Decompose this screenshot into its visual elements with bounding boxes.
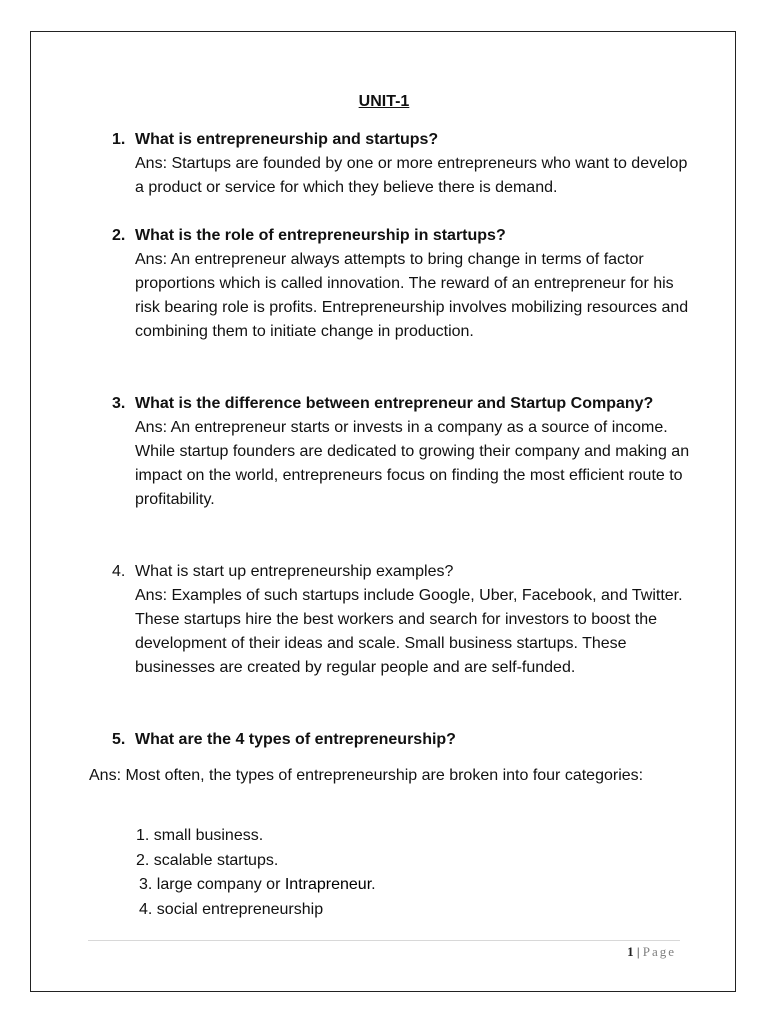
page-number: 1 bbox=[627, 944, 634, 959]
question-number: 2. bbox=[112, 227, 126, 244]
question-number: 4. bbox=[112, 563, 126, 580]
unit-title: UNIT-1 bbox=[358, 93, 410, 110]
question-text: What is start up entrepreneurship examples? bbox=[135, 563, 454, 580]
question-number: 5. bbox=[112, 731, 126, 748]
list-item: 2. scalable startups. bbox=[136, 851, 279, 869]
answer-text: Ans: An entrepreneur starts or invests in a company as a source of income. While startup founders are dedicated to growing their company and making an impact on the world, entrepreneurs focus on finding the most efficient route to profitability. bbox=[135, 419, 690, 508]
question-3 bbox=[112, 392, 692, 512]
question-text: What are the 4 types of entrepreneurship? bbox=[135, 731, 456, 748]
question-text: What is entrepreneurship and startups? bbox=[135, 131, 439, 148]
question-number: 1. bbox=[112, 131, 126, 148]
question-number: 3. bbox=[112, 395, 126, 412]
footer-separator: | bbox=[636, 944, 640, 959]
types-intro: Ans: Most often, the types of entrepreneurship are broken into four categories: bbox=[89, 767, 644, 784]
list-item bbox=[139, 873, 376, 898]
question-text: What is the difference between entrepreneur and Startup Company? bbox=[135, 395, 654, 412]
question-2 bbox=[112, 224, 692, 344]
list-item: 4. social entrepreneurship bbox=[139, 900, 324, 918]
list-item-suffix: . bbox=[371, 876, 376, 893]
question-1 bbox=[112, 128, 692, 200]
list-item-prefix: 3. large company or bbox=[139, 876, 285, 893]
answer-text: Ans: Startups are founded by one or more entrepreneurs who want to develop a product or service for which they believe there is demand. bbox=[135, 155, 688, 196]
types-list bbox=[136, 824, 376, 922]
question-text: What is the role of entrepreneurship in startups? bbox=[135, 227, 506, 244]
page-label: Page bbox=[642, 944, 676, 959]
list-item-term: Intrapreneur bbox=[284, 876, 372, 893]
list-item: 1. small business. bbox=[136, 827, 264, 844]
page-footer bbox=[627, 944, 676, 960]
answer-text: Ans: Examples of such startups include Google, Uber, Facebook, and Twitter. These startups hire the best workers and search for investors to boost the development of their ideas and scale. Small business startups. These businesses are created by regular people and are self-funded. bbox=[135, 587, 683, 676]
answer-text: Ans: An entrepreneur always attempts to bring change in terms of factor proportions which is called innovation. The reward of an entrepreneur for his risk bearing role is profits. Entrepreneurship involves mobilizing resources and combining them to initiate change in production. bbox=[135, 251, 689, 340]
question-4 bbox=[112, 560, 692, 680]
footer-divider bbox=[88, 940, 680, 941]
question-5 bbox=[112, 728, 692, 752]
